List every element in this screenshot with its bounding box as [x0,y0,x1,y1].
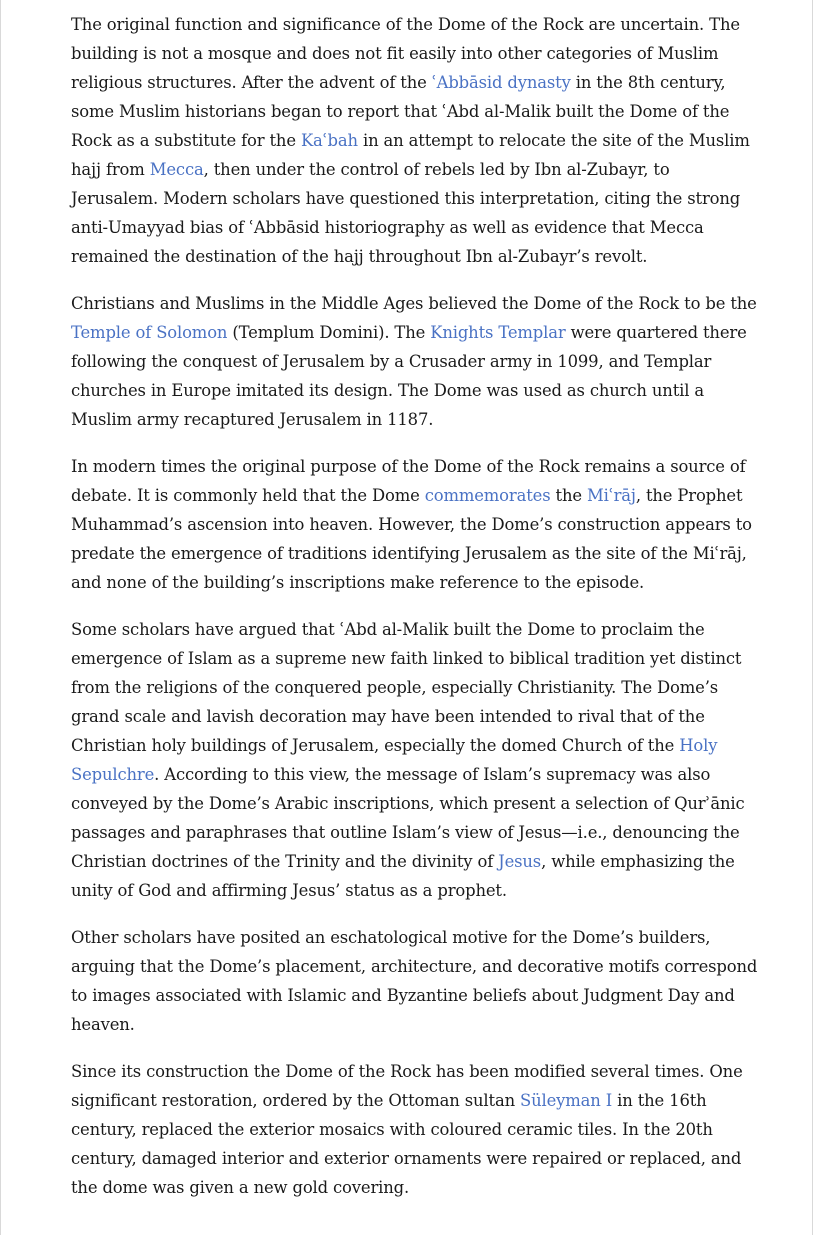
paragraph-text: were quartered there following the conquest of Jerusalem by a Crusader army in 1099, and Templar churches in Europe imitated its design. The Dome was used as church until a Muslim army recaptured Jerusalem in 1187. [71,323,747,429]
paragraph-3 [71,452,761,597]
link-abbasid-dynasty[interactable]: ʿAbbāsid dynasty [431,73,571,92]
paragraph-text: In modern times the original purpose of the Dome of the Rock remains a source of debate. It is commonly held that the Dome [71,457,746,505]
paragraph-2 [71,289,761,434]
paragraph-6 [71,1057,761,1202]
paragraph-text: the [550,486,587,505]
paragraph-text: , the Prophet Muhammad’s ascension into heaven. However, the Dome’s construction appears to predate the emergence of traditions identifying Jerusalem as the site of the Miʿrāj, and none of the building’s inscriptions make reference to the episode. [71,486,752,592]
paragraph-text: Other scholars have posited an eschatological motive for the Dome’s builders, arguing that the Dome’s placement, architecture, and decorative motifs correspond to images associated with Islamic and Byzantine beliefs about Judgment Day and heaven. [71,928,758,1034]
link-miraj[interactable]: Miʿrāj [586,486,636,505]
paragraph-text: in an attempt to relocate the site of the Muslim hajj from [71,131,750,179]
link-commemorates[interactable]: commemorates [424,486,551,505]
link-suleyman-i[interactable]: Süleyman I [520,1091,613,1110]
link-knights-templar[interactable]: Knights Templar [430,323,566,342]
paragraph-text: Christians and Muslims in the Middle Ages believed the Dome of the Rock to be the [71,294,757,313]
paragraph-text: , then under the control of rebels led by Ibn al-Zubayr, to Jerusalem. Modern scholars have questioned this interpretation, citing the strong anti-Umayyad bias of ʿAbbāsid historiography as well as evidence that Mecca remained the destination of the hajj throughout Ibn al-Zubayr’s revolt. [71,160,741,266]
link-temple-of-solomon[interactable]: Temple of Solomon [71,323,228,342]
paragraph-text: , while emphasizing the unity of God and affirming Jesus’ status as a prophet. [71,852,735,900]
paragraph-text: Some scholars have argued that ʿAbd al-Malik built the Dome to proclaim the emergence of Islam as a supreme new faith linked to biblical tradition yet distinct from the religions of the conquered people, especially Christianity. The Dome’s grand scale and lavish decoration may have been intended to rival that of the Christian holy buildings of Jerusalem, especially the domed Church of the [71,620,742,755]
paragraph-text: in the 16th century, replaced the exterior mosaics with coloured ceramic tiles. In the 20th century, damaged interior and exterior ornaments were repaired or replaced, and the dome was given a new gold covering. [71,1091,742,1197]
paragraph-text: (Templum Domini). The [227,323,431,342]
link-holy-sepulchre[interactable]: Holy Sepulchre [71,736,718,784]
paragraph-1 [71,10,761,271]
paragraph-4 [71,615,761,905]
link-mecca[interactable]: Mecca [149,160,204,179]
paragraph-text: . According to this view, the message of Islam’s supremacy was also conveyed by the Dome’s Arabic inscriptions, which present a selection of Qurʾānic passages and paraphrases that outline Islam’s view of Jesus—i.e., denouncing the Christian doctrines of the Trinity and the divinity of [71,765,745,871]
link-jesus[interactable]: Jesus [498,852,542,871]
paragraph-text: in the 8th century, some Muslim historians began to report that ʿAbd al-Malik built the Dome of the Rock as a substitute for the [71,73,730,150]
paragraph-text: The original function and significance of the Dome of the Rock are uncertain. The building is not a mosque and does not fit easily into other categories of Muslim religious structures. After the advent of the [71,15,740,92]
paragraph-text: Since its construction the Dome of the Rock has been modified several times. One significant restoration, ordered by the Ottoman sultan [71,1062,743,1110]
paragraph-5 [71,923,761,1039]
article-body [71,10,761,1220]
link-kabah[interactable]: Kaʿbah [300,131,358,150]
